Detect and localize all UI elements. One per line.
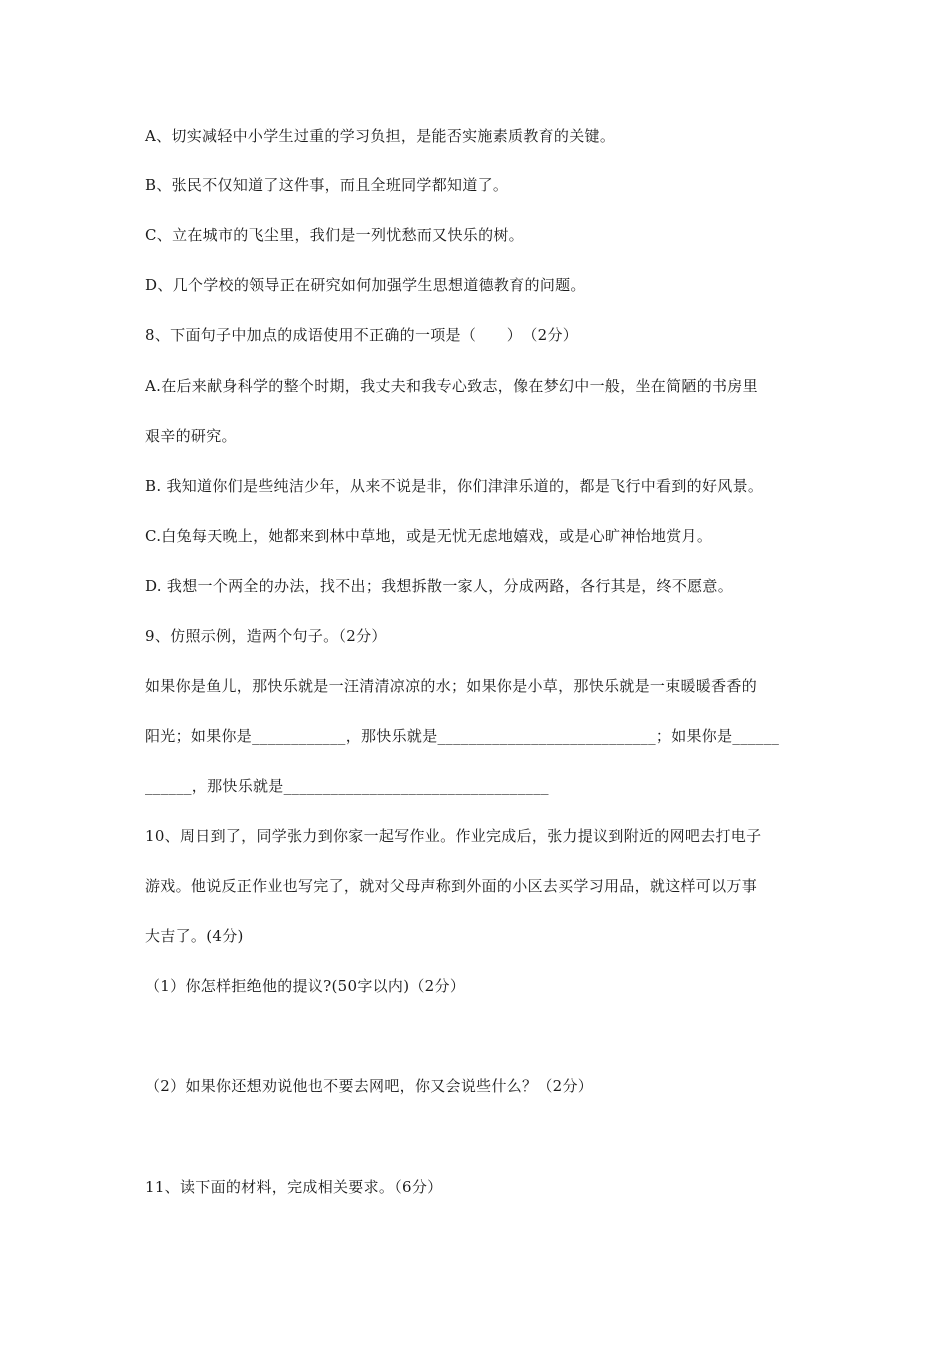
q10-stem-line3: 大吉了。(4分)	[145, 927, 244, 945]
q8-option-b: B. 我知道你们是些纯洁少年，从来不说是非，你们津津乐道的，都是飞行中看到的好风景。	[145, 477, 764, 495]
q9-stem: 9、仿照示例，造两个句子。（2分）	[145, 627, 387, 645]
q8-stem: 8、下面句子中加点的成语使用不正确的一项是（ ） （2分）	[145, 326, 579, 344]
q7-option-d: D、几个学校的领导正在研究如何加强学生思想道德教育的问题。	[145, 276, 586, 294]
q10-sub-question-2: （2）如果你还想劝说他也不要去网吧，你又会说些什么？（2分）	[145, 1077, 594, 1095]
q8-option-d: D. 我想一个两全的办法，找不出；我想拆散一家人，分成两路，各行其是，终不愿意。	[145, 577, 734, 595]
q9-answer-line2: ______，那快乐就是__________________________________	[145, 777, 549, 795]
q8-option-c: C.白兔每天晚上，她都来到林中草地，或是无忧无虑地嬉戏，或是心旷神怡地赏月。	[145, 527, 713, 545]
q7-option-c: C、立在城市的飞尘里，我们是一列忧愁而又快乐的树。	[145, 226, 524, 244]
q11-stem: 11、读下面的材料，完成相关要求。（6分）	[145, 1178, 443, 1196]
q8-option-a-line2: 艰辛的研究。	[145, 427, 237, 445]
q10-sub-question-1: （1）你怎样拒绝他的提议?(50字以内)（2分）	[145, 977, 466, 995]
q9-example-line1: 如果你是鱼儿，那快乐就是一汪清清凉凉的水；如果你是小草，那快乐就是一束暖暖香香的	[145, 677, 758, 695]
q10-stem-line2: 游戏。他说反正作业也写完了，就对父母声称到外面的小区去买学习用品，就这样可以万事	[145, 877, 758, 895]
q7-option-b: B、张民不仅知道了这件事，而且全班同学都知道了。	[145, 176, 509, 194]
q9-answer-line1: 阳光；如果你是____________，那快乐就是____________________________；如果你是______	[145, 727, 780, 745]
q7-option-a: A、切实减轻中小学生过重的学习负担，是能否实施素质教育的关键。	[145, 127, 616, 145]
q10-stem-line1: 10、周日到了，同学张力到你家一起写作业。作业完成后，张力提议到附近的网吧去打电子	[145, 827, 762, 845]
q8-option-a-line1: A.在后来献身科学的整个时期，我丈夫和我专心致志，像在梦幻中一般，坐在简陋的书房里	[145, 377, 758, 395]
